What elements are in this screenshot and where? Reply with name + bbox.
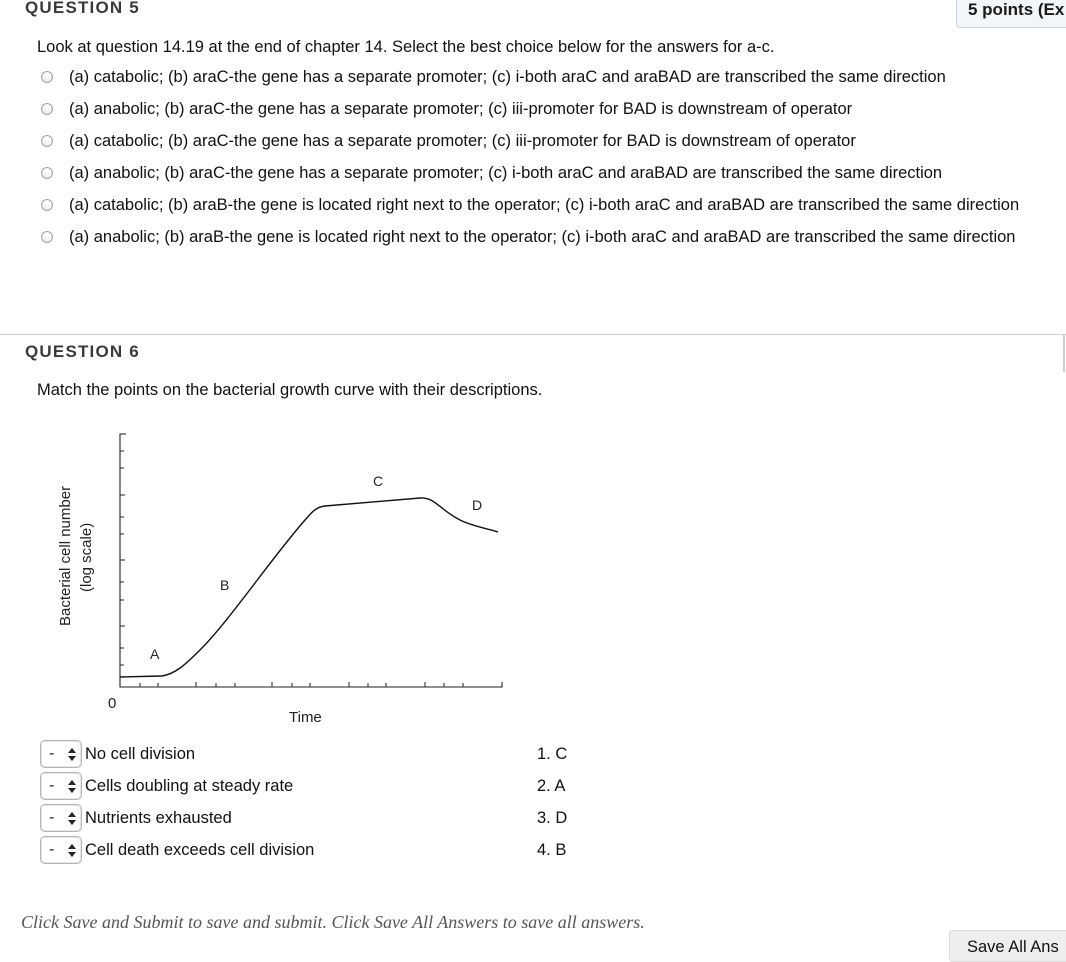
question-5-prompt: Look at question 14.19 at the end of chapter 14. Select the best choice below for the answers for a-c. xyxy=(37,38,775,56)
section-divider xyxy=(0,334,1066,335)
match-description: Cells doubling at steady rate xyxy=(85,777,294,795)
growth-curve-line xyxy=(120,498,498,677)
radio-button[interactable] xyxy=(41,135,53,147)
answer-option-label[interactable]: (a) catabolic; (b) araC-the gene has a separate promoter; (c) iii-promoter for BAD is downstream of operator xyxy=(69,132,856,150)
match-select[interactable] xyxy=(40,772,82,800)
select-arrows-icon xyxy=(67,811,77,827)
match-answer-key: 2. A xyxy=(537,777,566,795)
match-select-value: - xyxy=(49,777,55,794)
y-axis-label-line1: Bacterial cell number xyxy=(57,485,74,626)
answer-option-label[interactable]: (a) anabolic; (b) araB-the gene is located right next to the operator; (c) i-both araC and araBAD are transcribed the same direction xyxy=(69,228,1016,246)
points-badge: 5 points (Ex xyxy=(956,0,1066,28)
match-select-value: - xyxy=(49,809,55,826)
answer-option-label[interactable]: (a) anabolic; (b) araC-the gene has a separate promoter; (c) iii-promoter for BAD is downstream of operator xyxy=(69,100,853,118)
select-arrows-icon xyxy=(67,747,77,763)
match-description: No cell division xyxy=(85,745,196,763)
match-select[interactable] xyxy=(40,804,82,832)
match-answer-key: 3. D xyxy=(537,809,568,827)
y-axis-label-line2: (log scale) xyxy=(78,522,95,592)
match-select-value: - xyxy=(49,841,55,858)
select-arrows-icon xyxy=(67,779,77,795)
x-axis-label: Time xyxy=(289,709,322,726)
match-row xyxy=(40,804,600,834)
question-5-header xyxy=(0,0,1066,28)
match-select[interactable] xyxy=(40,836,82,864)
answer-option[interactable] xyxy=(37,98,1037,120)
answer-option[interactable] xyxy=(37,66,1037,88)
radio-button[interactable] xyxy=(41,167,53,179)
footer-instructions: Click Save and Submit to save and submit. Click Save All Answers to save all answers. xyxy=(21,912,645,932)
question-5-title: QUESTION 5 xyxy=(25,0,140,17)
question-6-prompt: Match the points on the bacterial growth curve with their descriptions. xyxy=(37,381,543,399)
point-label-c: C xyxy=(373,473,384,489)
match-answer-key: 1. C xyxy=(537,745,568,763)
answer-option[interactable] xyxy=(37,194,1037,216)
match-answer-key: 4. B xyxy=(537,841,567,859)
graph-axes xyxy=(120,434,502,687)
radio-button[interactable] xyxy=(41,103,53,115)
match-select[interactable] xyxy=(40,740,82,768)
point-label-d: D xyxy=(472,497,483,513)
match-row xyxy=(40,772,600,802)
growth-curve-graph xyxy=(40,420,520,730)
select-arrows-icon xyxy=(67,843,77,859)
point-label-b: B xyxy=(220,577,230,593)
match-description: Cell death exceeds cell division xyxy=(85,841,315,859)
origin-label: 0 xyxy=(108,695,117,712)
point-label-a: A xyxy=(150,646,160,662)
match-row xyxy=(40,836,600,866)
match-description: Nutrients exhausted xyxy=(85,809,232,827)
answer-option-label[interactable]: (a) catabolic; (b) araB-the gene is located right next to the operator; (c) i-both araC and araBAD are transcribed the same direction xyxy=(69,196,1020,214)
radio-button[interactable] xyxy=(41,199,53,211)
save-all-answers-button[interactable]: Save All Ans xyxy=(949,930,1066,962)
answer-option-label[interactable]: (a) catabolic; (b) araC-the gene has a separate promoter; (c) i-both araC and araBAD are transcribed the same direction xyxy=(69,68,946,86)
radio-button[interactable] xyxy=(41,231,53,243)
y-axis-ticks xyxy=(120,451,125,665)
match-select-value: - xyxy=(49,745,55,762)
axis-lines xyxy=(120,434,502,687)
x-axis-ticks xyxy=(140,682,463,687)
answer-option[interactable] xyxy=(37,162,1037,184)
radio-button[interactable] xyxy=(41,71,53,83)
match-row xyxy=(40,740,600,770)
answer-option[interactable] xyxy=(37,130,1037,152)
question-6-header xyxy=(0,340,1066,368)
answer-options xyxy=(37,66,1037,258)
answer-option[interactable] xyxy=(37,226,1037,248)
question-6-title: QUESTION 6 xyxy=(25,342,140,361)
answer-option-label[interactable]: (a) anabolic; (b) araC-the gene has a separate promoter; (c) i-both araC and araBAD are transcribed the same direction xyxy=(69,164,943,182)
